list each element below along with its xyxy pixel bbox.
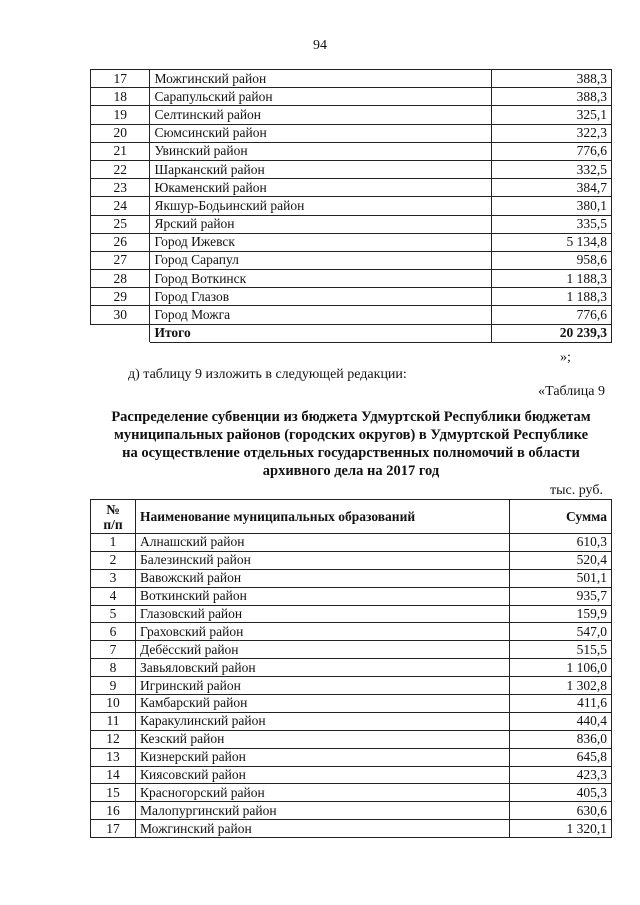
row-number: 20 (91, 124, 150, 142)
row-name: Шарканский район (150, 160, 492, 178)
row-name: Киясовский район (136, 766, 510, 784)
row-name: Каракулинский район (136, 712, 510, 730)
amendment-instruction: д) таблицу 9 изложить в следующей редакции: (128, 367, 407, 382)
row-name: Город Ижевск (150, 233, 492, 251)
row-sum: 776,6 (492, 142, 612, 160)
table-row (91, 659, 612, 677)
row-number (91, 324, 150, 342)
row-name: Воткинский район (136, 587, 510, 605)
row-name: Юкаменский район (150, 179, 492, 197)
table-row (91, 106, 612, 124)
table-row (91, 160, 612, 178)
table-row (91, 587, 612, 605)
closing-quote-mark: »; (560, 350, 571, 365)
row-sum: 515,5 (510, 641, 612, 659)
row-sum: 5 134,8 (492, 233, 612, 251)
table-row (91, 766, 612, 784)
table-row (91, 605, 612, 623)
row-number: 19 (91, 106, 150, 124)
table2-header-row (91, 500, 612, 534)
row-name: Можгинский район (150, 70, 492, 88)
table-9-heading (90, 408, 612, 480)
table-row (91, 142, 612, 160)
header-sum: Сумма (510, 500, 612, 534)
row-name: Вавожский район (136, 569, 510, 587)
row-name: Город Сарапул (150, 251, 492, 269)
row-sum: 501,1 (510, 569, 612, 587)
row-number: 16 (91, 802, 136, 820)
table-subsidies-continued (90, 69, 612, 343)
table-row (91, 288, 612, 306)
header-number-abbr: п/п (103, 516, 123, 532)
table-row (91, 197, 612, 215)
row-number: 18 (91, 88, 150, 106)
row-name: Селтинский район (150, 106, 492, 124)
row-sum: 520,4 (510, 551, 612, 569)
table-row (91, 695, 612, 713)
row-sum: 1 320,1 (510, 820, 612, 838)
row-sum: 380,1 (492, 197, 612, 215)
row-sum: 405,3 (510, 784, 612, 802)
table-row (91, 179, 612, 197)
row-sum: 958,6 (492, 251, 612, 269)
row-number: 17 (91, 70, 150, 88)
row-number: 8 (91, 659, 136, 677)
row-number: 29 (91, 288, 150, 306)
table-row (91, 641, 612, 659)
row-number: 5 (91, 605, 136, 623)
row-sum: 332,5 (492, 160, 612, 178)
row-number: 3 (91, 569, 136, 587)
row-name: Кизнерский район (136, 748, 510, 766)
table-row (91, 569, 612, 587)
row-name: Алнашский район (136, 534, 510, 552)
header-number (91, 500, 136, 534)
total-sum: 20 239,3 (492, 324, 612, 342)
row-sum: 411,6 (510, 695, 612, 713)
row-name: Малопургинский район (136, 802, 510, 820)
table-row (91, 70, 612, 88)
table-row (91, 88, 612, 106)
row-sum: 630,6 (510, 802, 612, 820)
row-number: 1 (91, 534, 136, 552)
row-sum: 388,3 (492, 88, 612, 106)
table-row (91, 623, 612, 641)
row-sum: 159,9 (510, 605, 612, 623)
row-number: 30 (91, 306, 150, 324)
table-row (91, 712, 612, 730)
row-sum: 388,3 (492, 70, 612, 88)
row-sum: 776,6 (492, 306, 612, 324)
row-number: 28 (91, 270, 150, 288)
row-name: Завьяловский район (136, 659, 510, 677)
row-name: Город Можга (150, 306, 492, 324)
row-name: Граховский район (136, 623, 510, 641)
row-name: Камбарский район (136, 695, 510, 713)
row-name: Дебёсский район (136, 641, 510, 659)
row-sum: 384,7 (492, 179, 612, 197)
table-9-label: «Таблица 9 (538, 384, 605, 399)
row-name: Глазовский район (136, 605, 510, 623)
table2-body (91, 534, 612, 838)
header-name: Наименование муниципальных образований (136, 500, 510, 534)
row-sum: 335,5 (492, 215, 612, 233)
table-9-archive-subsidies (90, 499, 612, 838)
table-row (91, 820, 612, 838)
row-number: 15 (91, 784, 136, 802)
row-number: 17 (91, 820, 136, 838)
row-sum: 423,3 (510, 766, 612, 784)
header-number-symbol: № (106, 501, 120, 517)
row-sum: 440,4 (510, 712, 612, 730)
total-label: Итого (150, 324, 492, 342)
row-number: 2 (91, 551, 136, 569)
row-sum: 547,0 (510, 623, 612, 641)
row-name: Сюмсинский район (150, 124, 492, 142)
table-row (91, 784, 612, 802)
page-number: 94 (313, 38, 327, 53)
table-row (91, 233, 612, 251)
row-number: 6 (91, 623, 136, 641)
row-sum: 836,0 (510, 730, 612, 748)
row-number: 7 (91, 641, 136, 659)
table-row (91, 306, 612, 324)
row-name: Город Воткинск (150, 270, 492, 288)
row-name: Можгинский район (136, 820, 510, 838)
row-number: 22 (91, 160, 150, 178)
total-row (91, 324, 612, 342)
row-number: 27 (91, 251, 150, 269)
table-row (91, 802, 612, 820)
table-row (91, 124, 612, 142)
row-number: 13 (91, 748, 136, 766)
row-sum: 1 106,0 (510, 659, 612, 677)
row-sum: 935,7 (510, 587, 612, 605)
table-row (91, 677, 612, 695)
row-number: 25 (91, 215, 150, 233)
table1-body (91, 70, 612, 343)
row-sum: 322,3 (492, 124, 612, 142)
table-row (91, 534, 612, 552)
table-row (91, 551, 612, 569)
table-row (91, 270, 612, 288)
row-number: 14 (91, 766, 136, 784)
row-name: Сарапульский район (150, 88, 492, 106)
row-sum: 1 188,3 (492, 270, 612, 288)
row-number: 24 (91, 197, 150, 215)
row-name: Якшур-Бодьинский район (150, 197, 492, 215)
row-sum: 1 302,8 (510, 677, 612, 695)
table-row (91, 215, 612, 233)
row-number: 9 (91, 677, 136, 695)
row-number: 10 (91, 695, 136, 713)
row-number: 21 (91, 142, 150, 160)
row-sum: 645,8 (510, 748, 612, 766)
row-sum: 610,3 (510, 534, 612, 552)
row-number: 12 (91, 730, 136, 748)
row-name: Город Глазов (150, 288, 492, 306)
units-label: тыс. руб. (550, 483, 603, 498)
row-sum: 325,1 (492, 106, 612, 124)
row-sum: 1 188,3 (492, 288, 612, 306)
row-number: 11 (91, 712, 136, 730)
row-name: Кезский район (136, 730, 510, 748)
heading-line-1: Распределение субвенции из бюджета Удмуртской Республики бюджетам (111, 409, 591, 425)
row-name: Красногорский район (136, 784, 510, 802)
table-row (91, 251, 612, 269)
heading-line-4: архивного дела на 2017 год (262, 463, 440, 479)
row-number: 4 (91, 587, 136, 605)
table-row (91, 730, 612, 748)
row-name: Балезинский район (136, 551, 510, 569)
row-name: Увинский район (150, 142, 492, 160)
row-name: Игринский район (136, 677, 510, 695)
table-row (91, 748, 612, 766)
heading-line-2: муниципальных районов (городских округов) в Удмуртской Республике (113, 427, 589, 443)
row-number: 23 (91, 179, 150, 197)
row-name: Ярский район (150, 215, 492, 233)
heading-line-3: на осуществление отдельных государственных полномочий в области (122, 445, 580, 461)
row-number: 26 (91, 233, 150, 251)
